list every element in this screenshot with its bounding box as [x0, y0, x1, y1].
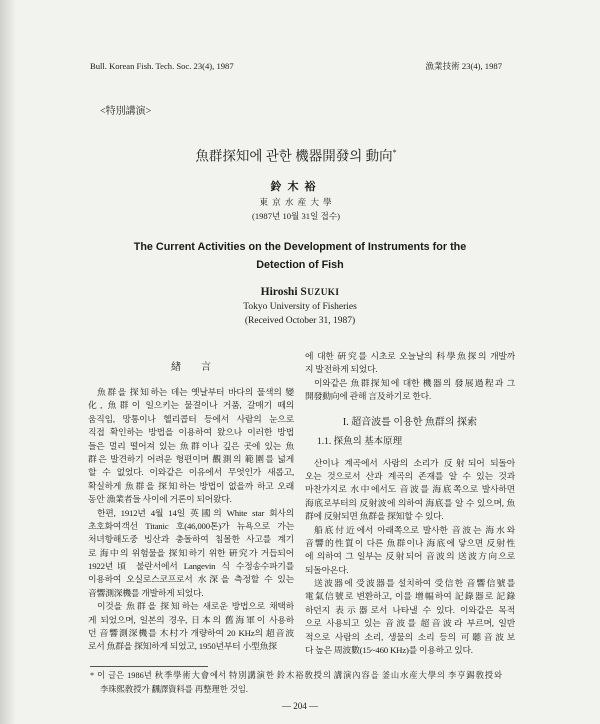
text-line: 되돌아온다. [305, 564, 349, 575]
text-line: 魚群을 探知하는 데는 옛날부터 바다의 물색의 變 [97, 387, 294, 397]
title-text: 魚群探知에 관한 機器開發의 動向 [195, 148, 393, 164]
left-column [88, 360, 294, 654]
title-line: The Current Activities on the Development of Instruments for the [133, 241, 467, 253]
text-line: 로서 魚群을 探知하게 되었고, 1950년부터 小型魚探 [88, 641, 277, 652]
text-line: 群은 발견하기 어려운 형편이며 觀測의 範圍를 넓게 [88, 453, 294, 464]
left-column-body [88, 386, 294, 654]
text-line: 다 높은 周波數(15~460 KHz)를 이용하고 있다. [305, 645, 473, 656]
paragraph [88, 507, 294, 601]
affiliation-native: 東 京 水 産 大 學 [259, 197, 333, 207]
text-line: 1922년頃 불란서에서 Langevin 식 수정송수파기를 [88, 561, 294, 572]
text-line: 海底로부터의 反射波에 의하여 海底를 알 수 있으며, 魚 [305, 497, 515, 508]
right-column-body [305, 457, 515, 658]
footnote-marker: * [392, 148, 397, 157]
scan-edge-shadow [0, 0, 16, 724]
text-line: 게 되었으며, 일본의 경우, 日本의 舊海軍이 사용하 [88, 614, 294, 625]
text-line: 에 의하여 그 일부는 反射되어 音波의 送波方向으로 [305, 551, 515, 562]
right-column-continued-text [305, 350, 515, 404]
title-line: Detection of Fish [256, 259, 344, 271]
text-line: 산이나 계곡에서 사람의 소리가 反射되어 되돌아 [314, 457, 515, 468]
journal-citation-native: 漁業技術 23(4), 1987 [425, 61, 502, 71]
footnote-line: 李珠熙敎授가 飜譯資料를 再整理한 것임. [100, 685, 248, 694]
text-line: 지 발전하게 되었다. [305, 364, 378, 375]
text-line: 하던지 表示器로서 나타낼 수 있다. 이와같은 목적 [305, 604, 515, 615]
text-line: 오는 것으로서 산과 계곡의 존재를 알 수 있는 것과 [305, 470, 515, 481]
introduction-heading: 緖言 [171, 362, 231, 373]
text-line: 化, 魚群이 일으키는 물결이나 거품, 갈매기 떼의 [88, 400, 294, 411]
text-line: 이용하여 오실로스코프로서 水深을 측정할 수 있는 [88, 574, 294, 585]
author-given-name: Hiroshi [260, 286, 298, 298]
text-line: 音響的性質이 다른 魚群이나 海底에 닿으면 反射性 [305, 537, 515, 548]
text-line: 電氣信號로 변환하고, 이를 增幅하여 記錄器로 記錄 [305, 591, 515, 602]
running-header [90, 60, 502, 72]
text-line: 이와같은 魚群探知에 대한 機器의 發展過程과 그 [314, 377, 515, 388]
text-line: 직접 확인하는 방법을 이용하여 왔으나 이러한 방법 [88, 427, 294, 438]
author-family-name: SUZUKI [300, 286, 340, 298]
paragraph [88, 600, 294, 654]
paragraph [305, 350, 515, 377]
text-line: 처녀항해도중 빙산과 충돌하여 침몰한 사고를 계기 [88, 534, 294, 545]
received-date-english: (Received October 31, 1987) [244, 316, 356, 326]
text-line: 할 수 없었다. 이와같은 이유에서 무엇인가 새롭고, [88, 467, 294, 478]
text-line: 적으로 사람의 소리, 생물의 소리 등의 可聽音波보 [305, 631, 515, 642]
text-line: 로 海中의 위험물을 探知하기 위한 硏究가 거듭되어 [88, 547, 294, 558]
section-heading: I. 超音波를 이용한 魚群의 探索 [342, 416, 478, 428]
right-column [305, 350, 515, 657]
received-date-native: (1987년 10월 31일 접수) [251, 211, 341, 221]
text-line: 들은 멀리 떨어져 있는 魚群이나 깊은 곳에 있는 魚 [88, 440, 294, 451]
text-line: 움직임, 망통이나 헬리콥터 등에서 사람의 눈으로 [88, 413, 294, 424]
paragraph [88, 386, 294, 507]
footnote [90, 669, 502, 697]
text-line: 에 대한 硏究를 시초로 오늘날의 科學魚探의 개발까 [305, 351, 515, 361]
text-line: 확실하게 魚群을 探知하는 방법이 없을까 하고 오래 [88, 480, 294, 491]
text-line: 던 音響測深機를 木村가 개량하여 20 KHz의 超音波 [88, 628, 294, 639]
text-line: 이것을 魚群을 探知하는 새로운 방법으로 채택하 [97, 601, 294, 612]
paragraph [305, 577, 515, 657]
article-title-korean [0, 144, 592, 166]
text-line: 船底付近에서 아래쪽으로 발사한 音波는 海水와 [314, 524, 515, 535]
article-type-tag: <特別講演> [100, 106, 152, 117]
author-name-native: 鈴木裕 [270, 181, 322, 193]
text-line: 마찬가지로 水中에서도 音波를 海底쪽으로 발사하면 [305, 484, 515, 495]
text-line: 群에 反射되면 魚群을 探知할 수 있다. [305, 511, 444, 522]
paragraph [305, 377, 515, 404]
paragraph [305, 457, 515, 524]
page-number: — 204 — [282, 701, 318, 711]
paragraph [305, 524, 515, 578]
affiliation-english: Tokyo University of Fisheries [243, 302, 357, 312]
footnote-line: * 이 글은 1986년 秋季學術大會에서 特別講演한 鈴木裕敎授의 講演內容을 釜山水産大學의 李亨錫敎授와 [90, 671, 502, 680]
text-line: 으로 사용되고 있는 音波를 超音波라 부르며, 일반 [305, 618, 515, 629]
text-line: 開發動向에 관해 言及하기로 한다. [305, 391, 431, 402]
journal-citation: Bull. Korean Fish. Tech. Soc. 23(4), 1987 [90, 61, 234, 71]
text-line: 초호화여객선 Titanic 호(46,000톤)가 뉴욕으로 가는 [88, 520, 294, 531]
text-line: 送波器에 受波器를 설치하여 受信한 音響信號를 [314, 578, 515, 589]
subsection-heading: 1.1. 探魚의 基本原理 [317, 436, 403, 447]
text-line: 音響測深機를 개발하게 되었다. [88, 587, 204, 598]
text-line: 한편, 1912년 4월 14일 英國의 White star 회사의 [97, 507, 294, 518]
article-title-english [0, 238, 600, 274]
footnote-divider [90, 666, 208, 667]
text-line: 동안 漁業者들 사이에 거론이 되어왔다. [88, 494, 232, 505]
author-name-english [0, 285, 600, 300]
